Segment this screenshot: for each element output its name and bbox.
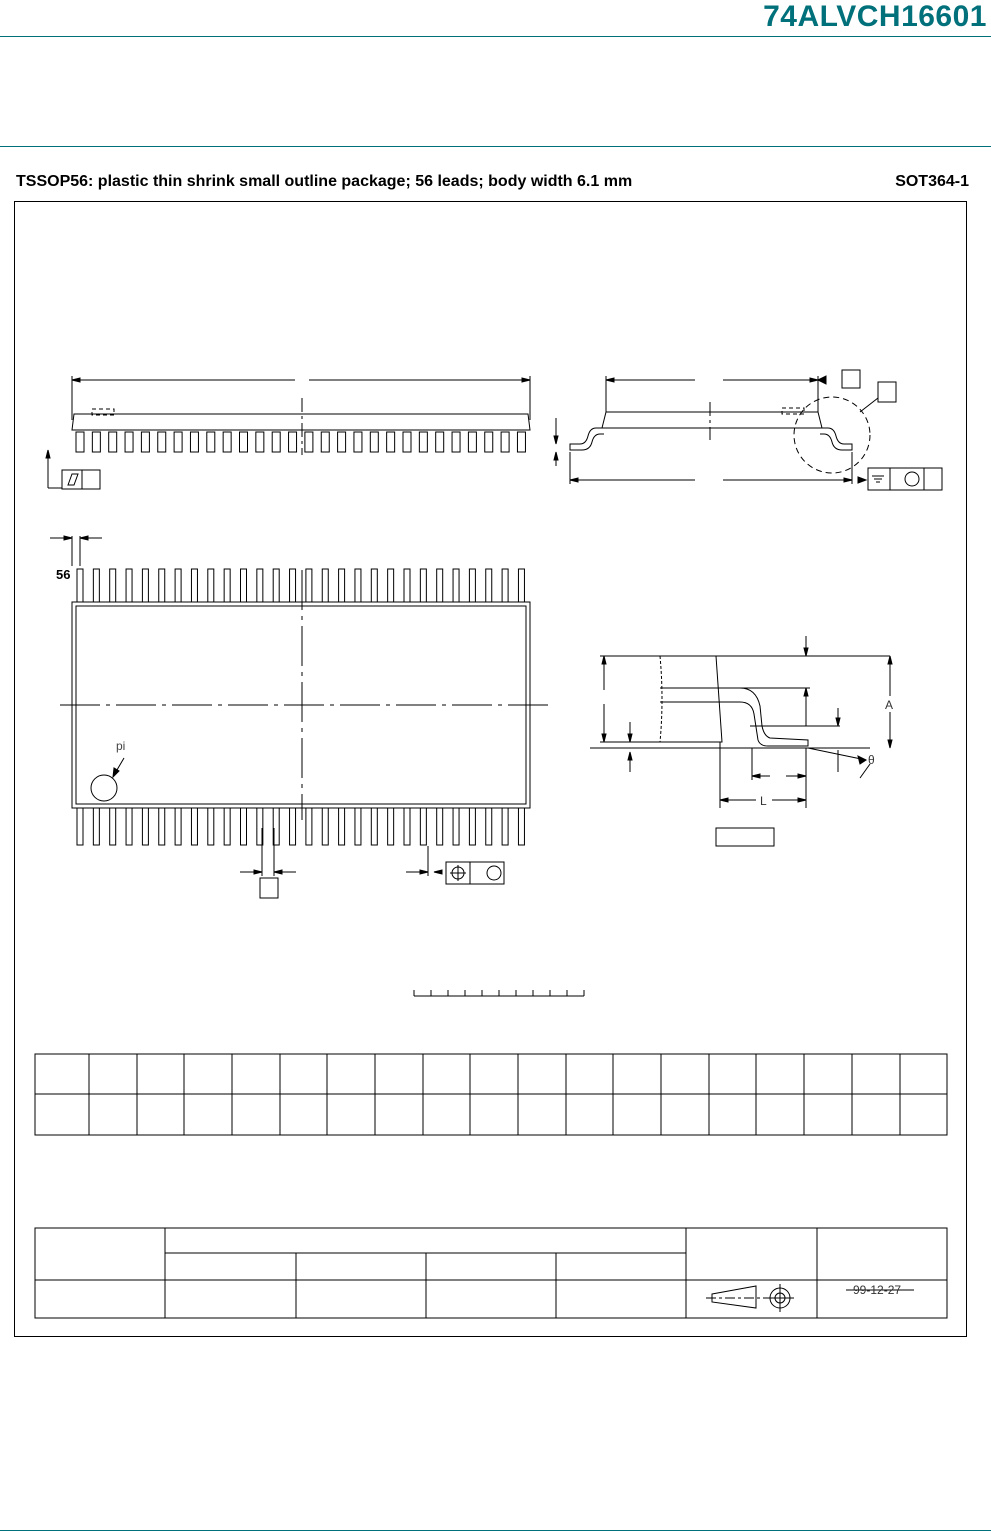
dim-l-label: L [760,794,767,808]
bottom-lead [453,808,459,845]
bottom-lead [502,808,508,845]
side-lead [272,432,280,452]
top-lead [322,569,328,602]
top-lead [208,569,214,602]
bottom-lead [404,808,410,845]
side-lead [321,432,329,452]
top-lead [404,569,410,602]
top-lead [273,569,279,602]
angle-theta-label: θ [868,753,875,767]
bottom-lead [175,808,181,845]
top-lead [371,569,377,602]
top-lead [290,569,296,602]
top-lead [142,569,148,602]
top-lead [224,569,230,602]
top-lead [191,569,197,602]
top-lead [486,569,492,602]
bottom-lead [420,808,426,845]
side-lead [125,432,133,452]
side-lead [517,432,525,452]
side-lead [452,432,460,452]
top-lead [241,569,247,602]
top-lead [110,569,116,602]
top-lead [518,569,524,602]
top-lead [257,569,263,602]
side-lead [354,432,362,452]
bottom-lead [371,808,377,845]
top-lead [306,569,312,602]
side-lead [174,432,182,452]
side-lead [289,432,297,452]
side-lead [387,432,395,452]
bottom-lead [208,808,214,845]
bottom-lead [290,808,296,845]
bottom-lead [339,808,345,845]
package-code: SOT364-1 [895,173,969,190]
bottom-lead [77,808,83,845]
side-lead [436,432,444,452]
side-lead [158,432,166,452]
dim-a-label: A [885,698,894,712]
detail-x-view [590,636,898,846]
pin1-index-label: pi [116,739,126,753]
top-lead [93,569,99,602]
top-lead [159,569,165,602]
bottom-lead [110,808,116,845]
side-lead [109,432,117,452]
top-lead [502,569,508,602]
top-lead [77,569,83,602]
side-lead [403,432,411,452]
end-view [554,370,942,490]
side-lead [468,432,476,452]
side-lead [485,432,493,452]
package-title: TSSOP56: plastic thin shrink small outline package; 56 leads; body width 6.1 mm [16,173,633,190]
bottom-lead [486,808,492,845]
bottom-lead [518,808,524,845]
issue-date: 99-12-27 [853,1283,902,1297]
top-lead [355,569,361,602]
side-lead [223,432,231,452]
side-lead [240,432,248,452]
bottom-lead [355,808,361,845]
bottom-lead [159,808,165,845]
bottom-lead [437,808,443,845]
top-lead [437,569,443,602]
top-lead [339,569,345,602]
bottom-lead [142,808,148,845]
document-id: 74ALVCH16601 [763,0,987,33]
side-lead [256,432,264,452]
bottom-lead [93,808,99,845]
outline-version-table [35,1228,947,1318]
pin-56-label: 56 [56,567,71,582]
bottom-lead [306,808,312,845]
side-view [46,374,530,489]
bottom-lead [469,808,475,845]
dimensions-table [35,1054,947,1135]
bottom-lead [388,808,394,845]
side-lead [305,432,313,452]
top-lead [388,569,394,602]
side-lead [76,432,84,452]
top-view [50,536,548,898]
side-lead [370,432,378,452]
bottom-lead [126,808,132,845]
bottom-lead [191,808,197,845]
side-lead [419,432,427,452]
side-lead [141,432,149,452]
side-lead [190,432,198,452]
top-lead [420,569,426,602]
top-lead [175,569,181,602]
bottom-lead [224,808,230,845]
footer-rule [0,1530,991,1531]
side-lead [92,432,100,452]
bottom-lead [241,808,247,845]
top-lead [126,569,132,602]
scale-bar [414,990,584,996]
side-lead [207,432,215,452]
top-lead [469,569,475,602]
side-lead [338,432,346,452]
top-lead [453,569,459,602]
bottom-lead [322,808,328,845]
side-lead [501,432,509,452]
